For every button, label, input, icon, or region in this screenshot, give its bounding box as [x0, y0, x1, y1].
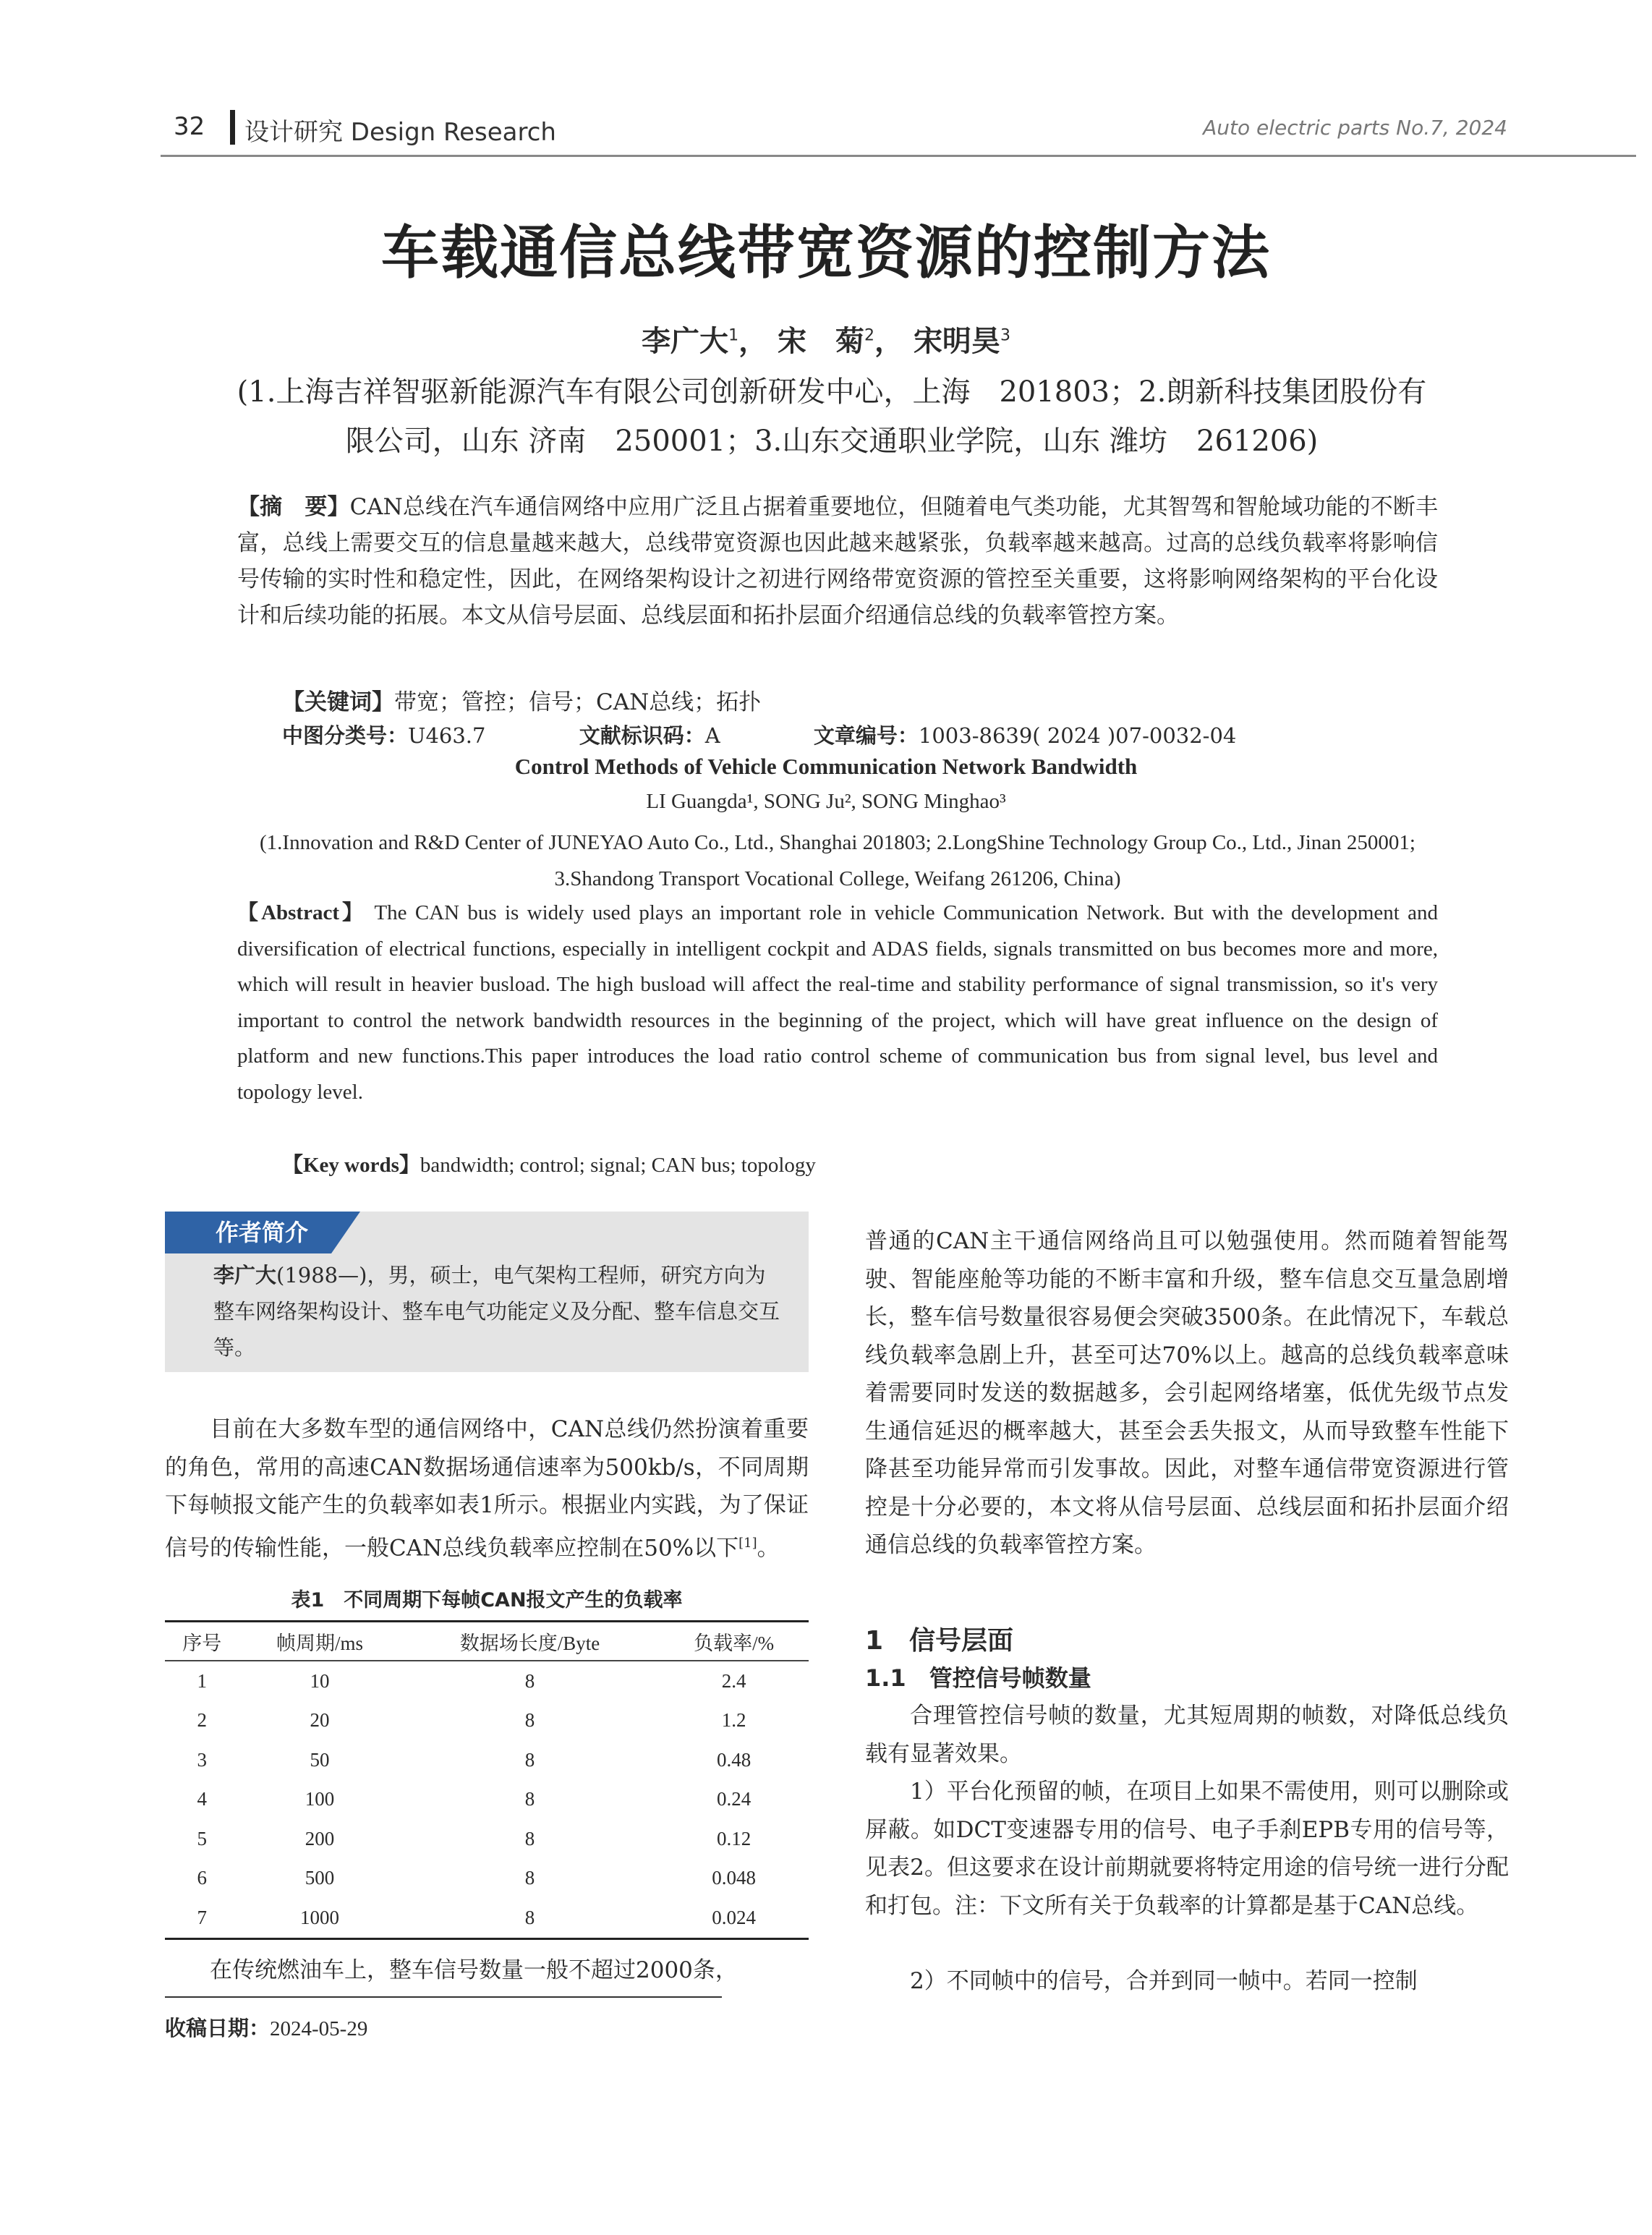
paper-title: 车载通信总线带宽资源的控制方法 [381, 219, 1271, 286]
header-divider [230, 110, 235, 145]
clc-label: 中图分类号： [282, 723, 409, 748]
doc-label: 文献标识码： [579, 723, 705, 748]
author-bio-heading: 作者简介 [165, 1212, 331, 1253]
table-cell: 100 [305, 1788, 335, 1810]
subsection-heading-1-1: 1.1 管控信号帧数量 [865, 1664, 1091, 1692]
english-title: Control Methods of Vehicle Communication Network Bandwidth [514, 754, 1138, 779]
table-row [165, 1859, 809, 1899]
author-3-affil: 3 [1000, 326, 1010, 345]
table-cell: 3 [197, 1748, 207, 1771]
keywords-cn-label: 【关键词】 [282, 689, 394, 715]
table-cell: 0.48 [717, 1748, 752, 1771]
received-value: 2024-05-29 [270, 2017, 368, 2040]
body-right-p1: 普通的CAN主干通信网络尚且可以勉强使用。然而随着智能驾驶、智能座舱等功能的不断丰富和升级，整车信息交互量急剧增长，整车信号数量很容易便会突破3500条。在此情况下，车载总线负载率急剧上升，甚至可达70%以上。越高的总线负载率意味着需要同时发送的数据越多，会引起网络堵塞，低优先级节点发生通信延迟的概率越大，甚至会丢失报文，从而导致整车性能下降甚至功能异常而引发事故。因此，对整车通信带宽资源进行管控是十分必要的，本文将从信号层面、总线层面和拓扑层面介绍通信总线的负载率管控方案。 [865, 1228, 1509, 1558]
table-cell: 1000 [239, 1898, 400, 1938]
table-row [165, 1661, 809, 1701]
table-row [165, 1898, 809, 1938]
art-label: 文章编号： [813, 723, 919, 748]
table1-header: 帧周期/ms [239, 1622, 400, 1661]
author-bio-text [213, 1257, 785, 1366]
author-1: 李广大 [642, 325, 729, 358]
english-abstract-label: 【Abstract】 [237, 901, 367, 924]
table-cell: 0.024 [659, 1898, 809, 1938]
abstract-cn [237, 489, 1438, 634]
table-cell: 6 [197, 1867, 207, 1889]
table-cell: 10 [310, 1669, 330, 1692]
table1 [165, 1620, 809, 1940]
received-label: 收稿日期： [165, 2016, 271, 2040]
body-right-p2: 合理管控信号帧的数量，尤其短周期的帧数，对降低总线负载有显著效果。 [865, 1703, 1509, 1767]
table-cell: 7 [165, 1898, 239, 1938]
header-rule [161, 155, 1636, 157]
english-keywords [282, 1149, 816, 1178]
affiliation: (1.上海吉祥智驱新能源汽车有限公司创新研发中心，上海 201803；2.朗新科技集团股份有限公司，山东 济南 250001；3.山东交通职业学院，山东 潍坊 261206) [237, 375, 1427, 458]
author-3: 宋明昊 [913, 325, 1000, 358]
classification [282, 720, 1323, 749]
section-heading-1: 1 信号层面 [865, 1626, 1014, 1656]
author-2: 宋 菊 [778, 325, 864, 358]
table-cell: 8 [524, 1788, 535, 1810]
page-number: 32 [174, 112, 205, 141]
author-1-affil: 1 [728, 326, 739, 345]
table-cell: 8 [401, 1898, 660, 1938]
table-cell: 8 [524, 1748, 535, 1771]
table-cell: 2.4 [721, 1669, 746, 1692]
author-list: 李广大$^1$， 宋 菊$^2$， 宋明昊$^3$ [642, 325, 1010, 358]
body-left-p1-end: 。 [757, 1534, 780, 1561]
table1-header: 序号 [165, 1622, 239, 1661]
table-cell: 50 [310, 1748, 330, 1771]
art-value: 1003-8639( 2024 )07-0032-04 [918, 723, 1237, 748]
keywords-cn-text: 带宽；管控；信号；CAN总线；拓扑 [394, 689, 762, 715]
table-row [165, 1740, 809, 1780]
table-cell: 0.12 [717, 1827, 752, 1849]
body-left-p2: 在传统燃油车上，整车信号数量一般不超过2000条， [210, 1957, 738, 1983]
table-cell: 2 [197, 1709, 207, 1732]
author-bio-body: (1988—)，男，硕士，电气架构工程师，研究方向为整车网络架构设计、整车电气功能定义及分配、整车信息交互等。 [213, 1263, 780, 1360]
table-cell: 200 [305, 1827, 335, 1849]
table1-header: 负载率/% [659, 1622, 809, 1661]
section-label: 设计研究 Design Research [244, 118, 556, 147]
english-keywords-text: bandwidth; control; signal; CAN bus; topology [420, 1154, 816, 1177]
table-cell: 20 [310, 1709, 330, 1732]
english-abstract-text: The CAN bus is widely used plays an important role in vehicle Communication Network. But with the development and diversification of electrical functions, especially in intelligent cockpit and ADAS fields, signals transmitted on bus becomes more and more, which will result in heavier busload. The high busload will affect the real-time and stability performance of signal transmission, so it's very important to control the network bandwidth resources in the beginning of the project, which will have great influence on the design of platform and new functions.This paper introduces the load ratio control scheme of communication bus from signal level, bus level and topology level. [237, 901, 1439, 1104]
table-cell: 8 [524, 1709, 535, 1732]
doc-value: A [704, 723, 720, 748]
table-row [165, 1701, 809, 1741]
footnote-rule [165, 1996, 722, 1998]
body-right-p4: 2）不同帧中的信号，合并到同一帧中。若同一控制 [910, 1968, 1418, 1994]
table-cell: 1.2 [721, 1709, 746, 1732]
table-cell: 5 [197, 1827, 207, 1849]
table1-header: 数据场长度/Byte [401, 1622, 660, 1661]
table-cell: 0.048 [712, 1867, 756, 1889]
table-row [165, 1819, 809, 1859]
table-cell: 4 [197, 1788, 207, 1810]
table1-caption: 表1 不同周期下每帧CAN报文产生的负载率 [291, 1589, 683, 1612]
abstract-cn-text: CAN总线在汽车通信网络中应用广泛且占据着重要地位，但随着电气类功能，尤其智驾和智舱域功能的不断丰富，总线上需要交互的信息量越来越大，总线带宽资源也因此越来越紧张，负载率越来越高。过高的总线负载率将影响信号传输的实时性和稳定性，因此，在网络架构设计之初进行网络带宽资源的管控至关重要，这将影响网络架构的平台化设计和后续功能的拓展。本文从信号层面、总线层面和拓扑层面介绍通信总线的负载率管控方案。 [237, 494, 1439, 629]
journal-name: Auto electric parts No.7, 2024 [1203, 116, 1507, 140]
author-bio-name: 李广大 [213, 1263, 277, 1287]
english-authors: LI Guangda¹, SONG Ju², SONG Minghao³ [646, 790, 1006, 813]
table1-header-row [165, 1622, 809, 1661]
english-affiliation: (1.Innovation and R&D Center of JUNEYAO Auto Co., Ltd., Shanghai 201803; 2.LongShine Technology Group Co., Ltd., Jinan 250001; 3.Shandong Transport Vocational College, Weifang 261206, China) [260, 831, 1415, 890]
table-cell: 8 [524, 1669, 535, 1692]
body-left-p1-text: 目前在大多数车型的通信网络中，CAN总线仍然扮演着重要的角色，常用的高速CAN数据场通信速率为500kb/s，不同周期下每帧报文能产生的负载率如表1所示。根据业内实践，为了保证信号的传输性能，一般CAN总线负载率应控制在50%以下 [165, 1416, 809, 1561]
table-cell: 500 [305, 1867, 335, 1889]
received-date [165, 2012, 367, 2042]
english-abstract [237, 895, 1438, 1110]
table-cell: 8 [524, 1867, 535, 1889]
body-left-p1 [165, 1410, 809, 1567]
abstract-cn-label: 【摘 要】 [237, 494, 350, 520]
table-cell: 8 [524, 1827, 535, 1849]
author-2-affil: 2 [864, 326, 874, 345]
english-keywords-label: 【Key words】 [282, 1154, 420, 1177]
table-cell: 1 [197, 1669, 207, 1692]
table-cell: 0.24 [717, 1788, 752, 1810]
clc-value: U463.7 [408, 723, 486, 748]
keywords-cn [282, 684, 761, 716]
body-right-p3: 1）平台化预留的帧，在项目上如果不需使用，则可以删除或屏蔽。如DCT变速器专用的信号、电子手刹EPB专用的信号等，见表2。但这要求在设计前期就要将特定用途的信号统一进行分配和打包。注：下文所有关于负载率的计算都是基于CAN总线。 [865, 1779, 1509, 1919]
table-row [165, 1780, 809, 1820]
citation-ref: [1] [738, 1535, 757, 1551]
